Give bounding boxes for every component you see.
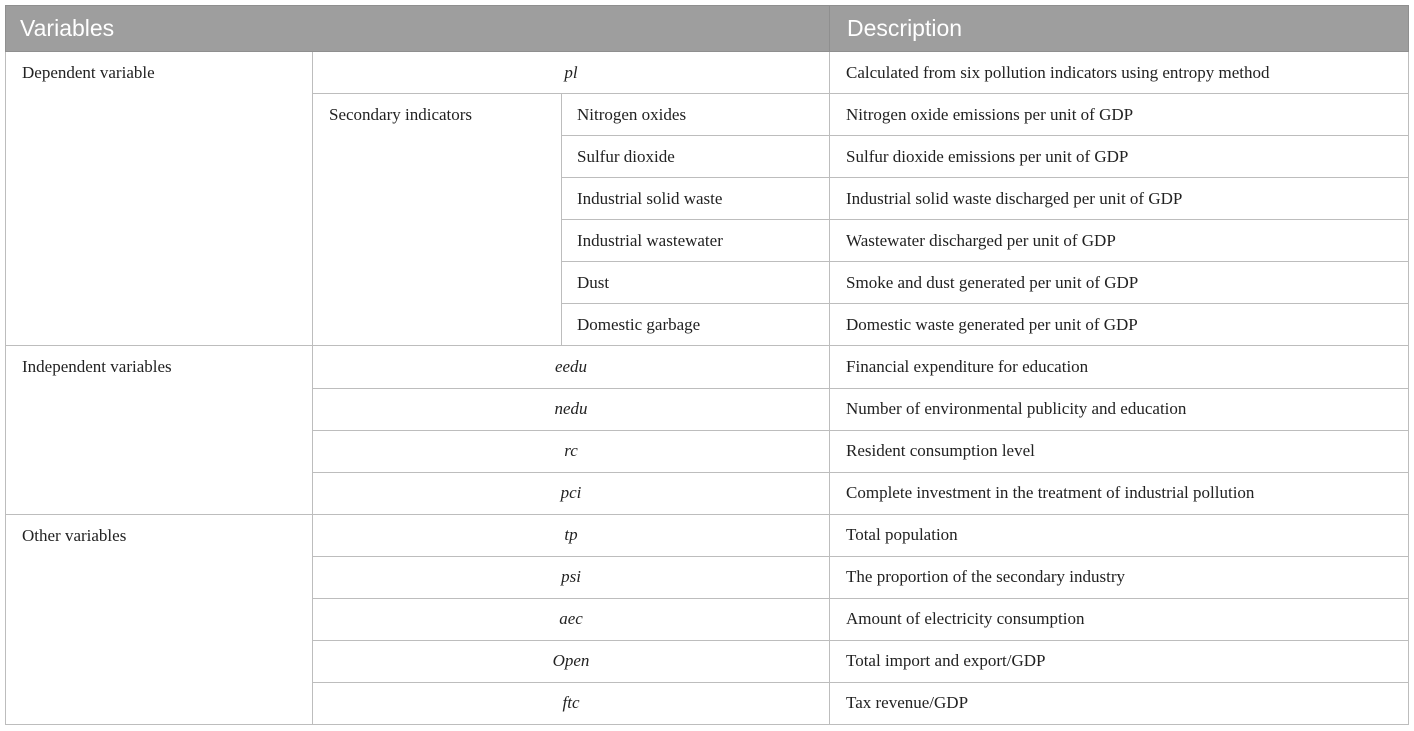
indicator-description: Smoke and dust generated per unit of GDP [830,262,1409,304]
variable-symbol: psi [313,556,830,598]
indicator-name: Nitrogen oxides [562,94,830,136]
table-row [6,514,1409,556]
indicator-name: Dust [562,262,830,304]
indicator-description: Sulfur dioxide emissions per unit of GDP [830,136,1409,178]
variable-description: Total population [830,514,1409,556]
secondary-indicators-label: Secondary indicators [313,94,562,346]
variable-symbol: aec [313,598,830,640]
variable-symbol: rc [313,430,830,472]
variable-description: Calculated from six pollution indicators using entropy method [830,52,1409,94]
header-variables: Variables [6,6,830,52]
indicator-name: Industrial wastewater [562,220,830,262]
group-label-other: Other variables [6,514,313,724]
variable-description: Financial expenditure for education [830,346,1409,388]
variable-description: The proportion of the secondary industry [830,556,1409,598]
table-row [6,52,1409,94]
header-description: Description [830,6,1409,52]
variable-description: Complete investment in the treatment of industrial pollution [830,472,1409,514]
indicator-description: Nitrogen oxide emissions per unit of GDP [830,94,1409,136]
variable-description: Total import and export/GDP [830,640,1409,682]
variables-table [5,5,1409,725]
indicator-description: Domestic waste generated per unit of GDP [830,304,1409,346]
variable-symbol: nedu [313,388,830,430]
variable-symbol: pl [313,52,830,94]
indicator-name: Sulfur dioxide [562,136,830,178]
variable-description: Amount of electricity consumption [830,598,1409,640]
indicator-name: Industrial solid waste [562,178,830,220]
group-label-independent: Independent variables [6,346,313,514]
variable-description: Number of environmental publicity and education [830,388,1409,430]
table-row [6,346,1409,388]
indicator-name: Domestic garbage [562,304,830,346]
indicator-description: Industrial solid waste discharged per unit of GDP [830,178,1409,220]
variable-description: Resident consumption level [830,430,1409,472]
variable-description: Tax revenue/GDP [830,682,1409,724]
group-label-dependent: Dependent variable [6,52,313,346]
indicator-description: Wastewater discharged per unit of GDP [830,220,1409,262]
variable-symbol: eedu [313,346,830,388]
variable-symbol: tp [313,514,830,556]
variable-symbol: ftc [313,682,830,724]
variable-symbol: pci [313,472,830,514]
header-row [6,6,1409,52]
variable-symbol: Open [313,640,830,682]
